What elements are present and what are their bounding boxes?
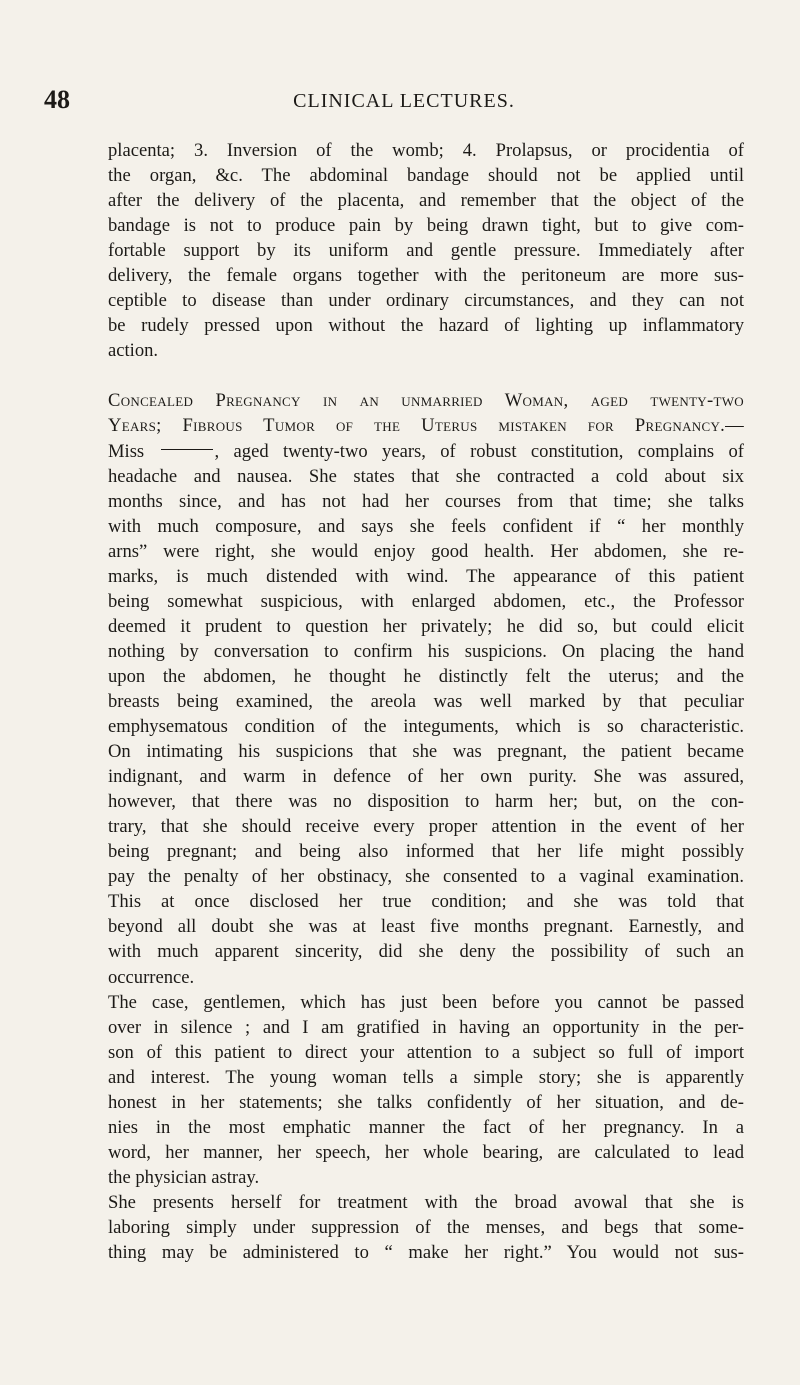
text-line: arns” were right, she would enjoy good health. Her abdomen, she re- xyxy=(108,540,744,562)
text-line: and interest. The young woman tells a simple story; she is apparently xyxy=(108,1066,744,1088)
text-line: bandage is not to produce pain by being drawn tight, but to give com- xyxy=(108,215,744,237)
paragraph-2 xyxy=(108,439,744,990)
text-line: word, her manner, her speech, her whole bearing, are calculated to lead xyxy=(108,1141,744,1163)
text-line: beyond all doubt she was at least five months pregnant. Earnestly, and xyxy=(108,916,744,938)
text-line: son of this patient to direct your attention to a subject so full of import xyxy=(108,1041,744,1063)
text-line: be rudely pressed upon without the hazard of lighting up inflammatory xyxy=(108,315,744,337)
paragraph-4 xyxy=(108,1190,744,1265)
text-line: trary, that she should receive every proper attention in the event of her xyxy=(108,816,744,838)
text-line: honest in her statements; she talks confidently of her situation, and de- xyxy=(108,1091,744,1113)
text-line: months since, and has not had her courses from that time; she talks xyxy=(108,490,744,512)
name-dash xyxy=(161,449,213,450)
text-line: pay the penalty of her obstinacy, she consented to a vaginal examination. xyxy=(108,866,744,888)
text-line: headache and nausea. She states that she contracted a cold about six xyxy=(108,465,744,487)
miss-label: Miss xyxy=(108,440,145,462)
text-line: On intimating his suspicions that she was pregnant, the patient became xyxy=(108,741,744,763)
page-number: 48 xyxy=(44,85,70,114)
heading-line: Concealed Pregnancy in an unmarried Woman, aged twenty-two xyxy=(108,390,744,412)
text-line: placenta; 3. Inversion of the womb; 4. Prolapsus, or procidentia of xyxy=(108,140,744,161)
paragraph-3 xyxy=(108,990,744,1190)
page-header xyxy=(44,85,764,115)
text-line: thing may be administered to “ make her right.” You would not sus- xyxy=(108,1242,744,1264)
section-heading xyxy=(108,388,744,438)
text-line: fortable support by its uniform and gentle pressure. Immediately after xyxy=(108,240,744,262)
text-line: upon the abdomen, he thought he distinctly felt the uterus; and the xyxy=(108,665,744,687)
text-line: the physician astray. xyxy=(108,1166,260,1188)
text-line: marks, is much distended with wind. The appearance of this patient xyxy=(108,565,744,587)
paragraph-1 xyxy=(108,138,744,363)
text-line: over in silence ; and I am gratified in having an opportunity in the per- xyxy=(108,1016,744,1038)
text-line: deemed it prudent to question her privately; he did so, but could elicit xyxy=(108,615,744,637)
text-line: emphysematous condition of the integuments, which is so characteristic. xyxy=(108,716,744,738)
text-line: being somewhat suspicious, with enlarged abdomen, etc., the Professor xyxy=(108,590,744,612)
text-line: with much composure, and says she feels confident if “ her monthly xyxy=(108,515,744,537)
text-line xyxy=(108,439,744,464)
text-line: however, that there was no disposition to harm her; but, on the con- xyxy=(108,791,744,813)
text-line: nothing by conversation to confirm his suspicions. On placing the hand xyxy=(108,640,744,662)
text-line: nies in the most emphatic manner the fact of her pregnancy. In a xyxy=(108,1116,744,1138)
running-head: CLINICAL LECTURES. xyxy=(293,90,515,112)
text-line: breasts being examined, the areola was well marked by that peculiar xyxy=(108,690,744,712)
text-line: delivery, the female organs together with the peritoneum are more sus- xyxy=(108,265,744,287)
heading-line: Years; Fibrous Tumor of the Uterus mistaken for Pregnancy.— xyxy=(108,415,744,437)
text-line: action. xyxy=(108,340,159,362)
text-line: laboring simply under suppression of the menses, and begs that some- xyxy=(108,1216,744,1238)
text-fragment: , aged twenty-two years, of robust constitution, complains of xyxy=(214,440,744,462)
text-line: ceptible to disease than under ordinary circumstances, and they can not xyxy=(108,290,744,312)
text-line: the organ, &c. The abdominal bandage should not be applied until xyxy=(108,165,744,187)
text-line: indignant, and warm in defence of her own purity. She was assured, xyxy=(108,766,744,788)
text-line: The case, gentlemen, which has just been before you cannot be passed xyxy=(108,991,744,1013)
text-line: after the delivery of the placenta, and remember that the object of the xyxy=(108,190,744,212)
text-line: This at once disclosed her true condition; and she was told that xyxy=(108,891,744,913)
text-line: with much apparent sincerity, did she deny the possibility of such an xyxy=(108,941,744,963)
text-line: occurrence. xyxy=(108,966,195,988)
text-line: She presents herself for treatment with the broad avowal that she is xyxy=(108,1191,744,1213)
body-text xyxy=(108,138,744,1265)
text-line: being pregnant; and being also informed that her life might possibly xyxy=(108,841,744,863)
section-gap xyxy=(108,363,744,388)
